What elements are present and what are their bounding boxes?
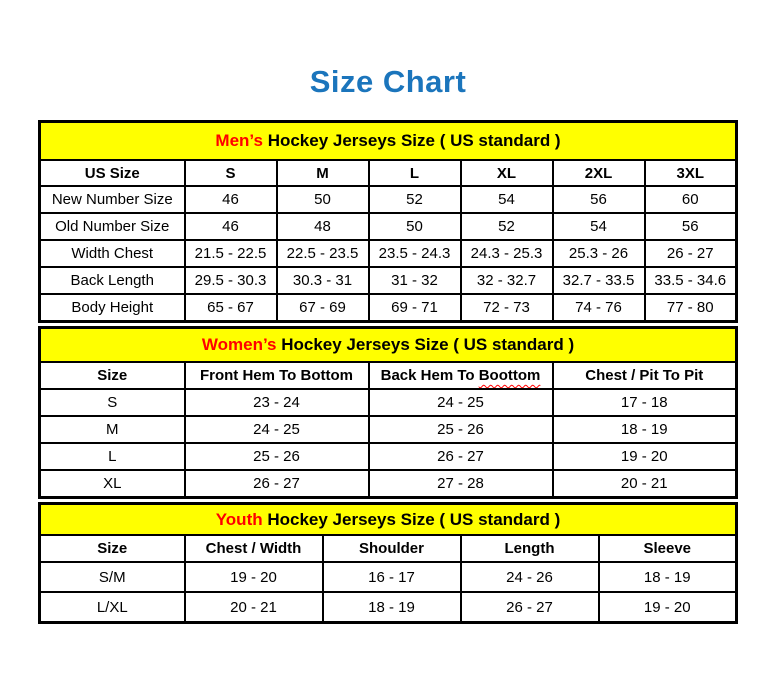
table-row [40,213,737,240]
table-cell: 72 - 73 [461,294,553,322]
table-cell: 69 - 71 [369,294,461,322]
table-cell: 33.5 - 34.6 [645,267,737,294]
table-cell: 20 - 21 [185,592,323,623]
men-col-header: S [185,160,277,186]
table-cell: 52 [461,213,553,240]
mens-highlight-text: Men’s [215,131,263,150]
table-cell: 19 - 20 [599,592,737,623]
size-tables [38,120,735,627]
womens-title-rest: Hockey Jerseys Size ( US standard ) [281,335,575,354]
table-cell: 24 - 25 [369,389,553,416]
table-row [40,294,737,322]
table-row [40,592,737,623]
table-row [40,470,737,498]
table-cell: 21.5 - 22.5 [185,240,277,267]
youth-section-header [40,504,737,536]
youth-size-label: L/XL [40,592,185,623]
table-cell: 26 - 27 [185,470,369,498]
men-col-header: US Size [40,160,185,186]
table-cell: 52 [369,186,461,213]
men-col-header: 3XL [645,160,737,186]
table-cell: 67 - 69 [277,294,369,322]
men-col-header: M [277,160,369,186]
men-col-header: L [369,160,461,186]
table-cell: 29.5 - 30.3 [185,267,277,294]
women-size-label: S [40,389,185,416]
table-row [40,186,737,213]
womens-column-header-row [40,362,737,389]
table-cell: 23 - 24 [185,389,369,416]
table-cell: 24 - 25 [185,416,369,443]
table-cell: 56 [645,213,737,240]
youth-highlight-text: Youth [215,509,263,529]
men-row-label: Body Height [40,294,185,322]
table-cell: 18 - 19 [553,416,737,443]
table-cell: 27 - 28 [369,470,553,498]
table-cell: 17 - 18 [553,389,737,416]
table-cell: 32.7 - 33.5 [553,267,645,294]
table-cell: 19 - 20 [553,443,737,470]
men-row-label: Back Length [40,267,185,294]
table-cell: 25.3 - 26 [553,240,645,267]
mens-section-header [40,122,737,161]
table-cell: 46 [185,213,277,240]
table-cell: 56 [553,186,645,213]
table-cell: 54 [553,213,645,240]
table-cell: 22.5 - 23.5 [277,240,369,267]
womens-highlight-text: Women’s [201,335,277,354]
men-col-header: 2XL [553,160,645,186]
mens-section-title [40,122,737,161]
table-cell: 24 - 26 [461,562,599,592]
table-cell: 20 - 21 [553,470,737,498]
youth-col-header: Chest / Width [185,535,323,562]
men-row-label: Width Chest [40,240,185,267]
table-cell: 18 - 19 [599,562,737,592]
table-cell: 65 - 67 [185,294,277,322]
table-cell: 16 - 17 [323,562,461,592]
table-cell: 31 - 32 [369,267,461,294]
table-cell: 50 [369,213,461,240]
table-cell: 30.3 - 31 [277,267,369,294]
womens-size-table [38,326,738,499]
table-cell: 54 [461,186,553,213]
youth-size-table [38,502,738,624]
women-col-header: Chest / Pit To Pit [553,362,737,389]
men-row-label: New Number Size [40,186,185,213]
table-cell: 60 [645,186,737,213]
table-cell: 50 [277,186,369,213]
table-cell: 23.5 - 24.3 [369,240,461,267]
men-col-header: XL [461,160,553,186]
table-cell: 48 [277,213,369,240]
table-row [40,443,737,470]
youth-col-header: Shoulder [323,535,461,562]
back-hem-prefix: Back Hem To [380,367,475,384]
mens-column-header-row [40,160,737,186]
youth-section-title [40,504,737,536]
youth-col-header: Size [40,535,185,562]
youth-title-rest: Hockey Jerseys Size ( US standard ) [267,509,561,529]
youth-size-label: S/M [40,562,185,592]
youth-col-header: Length [461,535,599,562]
women-col-header-misspelled [369,362,553,389]
page-title: Size Chart [309,64,467,99]
table-cell: 19 - 20 [185,562,323,592]
table-cell: 18 - 19 [323,592,461,623]
womens-section-header [40,328,737,363]
women-size-label: XL [40,470,185,498]
misspelled-word-spellcheck: Boottom [478,367,541,384]
women-size-label: M [40,416,185,443]
table-cell: 77 - 80 [645,294,737,322]
table-cell: 32 - 32.7 [461,267,553,294]
table-cell: 46 [185,186,277,213]
youth-col-header: Sleeve [599,535,737,562]
table-cell: 25 - 26 [185,443,369,470]
table-cell: 26 - 27 [461,592,599,623]
table-cell: 26 - 27 [645,240,737,267]
women-col-header: Size [40,362,185,389]
table-cell: 24.3 - 25.3 [461,240,553,267]
womens-section-title [40,328,737,363]
table-cell: 26 - 27 [369,443,553,470]
table-cell: 74 - 76 [553,294,645,322]
table-row [40,267,737,294]
table-row [40,562,737,592]
table-cell: 25 - 26 [369,416,553,443]
mens-title-rest: Hockey Jerseys Size ( US standard ) [267,131,561,150]
men-row-label: Old Number Size [40,213,185,240]
table-row [40,240,737,267]
mens-size-table [38,120,738,323]
women-col-header: Front Hem To Bottom [185,362,369,389]
youth-column-header-row [40,535,737,562]
table-row [40,416,737,443]
women-size-label: L [40,443,185,470]
table-row [40,389,737,416]
